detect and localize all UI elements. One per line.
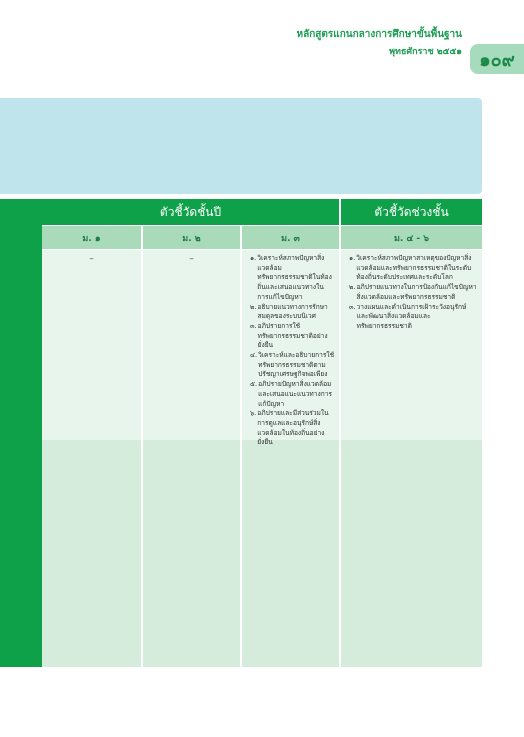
book-title: หลักสูตรแกนกลางการศึกษาขั้นพื้นฐาน: [296, 29, 462, 40]
column-header-m2: ม. ๒: [143, 226, 240, 249]
item-text: อภิปรายและมีส่วนร่วมในการดูแลและอนุรักษ์สิ่งแวดล้อมในท้องถิ่นอย่างยั่งยืน: [257, 409, 329, 447]
item-number: ๔.: [250, 351, 258, 360]
m4-6-indicator-list: [341, 250, 482, 332]
list-item: [250, 322, 335, 351]
level-indicators-label: ตัวชี้วัดช่วงชั้น: [374, 204, 449, 219]
item-number: ๒.: [250, 302, 257, 311]
table-left-band: [0, 199, 42, 667]
list-item: [250, 409, 335, 448]
standard-box: [0, 98, 482, 194]
item-text: วิเคราะห์สภาพปัญหาสิ่งแวดล้อมทรัพยากรธรรมชาติในท้องถิ่นและเสนอแนวทางในการแก้ไขปัญหา: [257, 254, 332, 301]
column-m4-6-body: [341, 250, 482, 667]
item-text: อภิปรายปัญหาสิ่งแวดล้อมและเสนอแนะแนวทางการแก้ปัญหา: [258, 380, 332, 408]
item-text: อภิปรายการใช้ทรัพยากรธรรมชาติอย่างยั่งยืน: [257, 321, 328, 350]
item-number: ๓.: [250, 321, 257, 330]
column-m1-body: [42, 250, 141, 667]
item-number: ๖.: [250, 409, 257, 418]
list-item: [250, 303, 335, 322]
item-text: วางแผนและดำเนินการเฝ้าระวังอนุรักษ์และพัฒนาสิ่งแวดล้อมและทรัพยากรธรรมชาติ: [356, 302, 467, 330]
book-year: พุทธศักราช ๒๕๕๑: [389, 47, 462, 57]
item-number: ๓.: [349, 302, 356, 311]
item-number: ๒.: [349, 283, 356, 292]
item-number: ๑.: [349, 254, 356, 262]
grade-indicators-label: ตัวชี้วัดชั้นปี: [159, 204, 222, 219]
list-item: [349, 283, 478, 302]
column-m2-body: [143, 250, 240, 667]
item-text: วิเคราะห์สภาพปัญหาสาเหตุของปัญหาสิ่งแวดล้อมและทรัพยากรธรรมชาติในระดับท้องถิ่นระดับประเทศและระดับโลก: [356, 254, 472, 282]
column-header-m1: ม. ๑: [42, 226, 141, 249]
list-item: [250, 254, 335, 303]
column-header-m4-6: ม. ๔ - ๖: [341, 226, 482, 249]
m3-indicator-list: [242, 250, 339, 448]
item-text: อธิบายแนวทางการรักษาสมดุลของระบบนิเวศ: [257, 302, 328, 321]
item-number: ๑.: [250, 254, 257, 262]
list-item: [349, 254, 478, 283]
level-indicators-header: [341, 199, 482, 225]
list-item: [349, 303, 478, 332]
grade-indicators-header: [42, 199, 339, 225]
item-text: วิเคราะห์และอธิบายการใช้ทรัพยากรธรรมชาติตามปรัชญาเศรษฐกิจพอเพียง: [258, 351, 335, 379]
list-item: [250, 380, 335, 409]
m1-empty-cell: –: [89, 254, 94, 264]
m2-empty-cell: –: [189, 254, 194, 264]
item-text: อภิปรายแนวทางในการป้องกันแก้ไขปัญหาสิ่งแวดล้อมและทรัพยากรธรรมชาติ: [356, 283, 477, 301]
item-number: ๕.: [250, 380, 258, 389]
list-item: [250, 351, 335, 380]
column-m3-body: [242, 250, 339, 667]
page-number: ๑๐๙: [479, 49, 515, 71]
page-number-tab: [470, 44, 524, 74]
column-header-m3: ม. ๓: [242, 226, 339, 249]
